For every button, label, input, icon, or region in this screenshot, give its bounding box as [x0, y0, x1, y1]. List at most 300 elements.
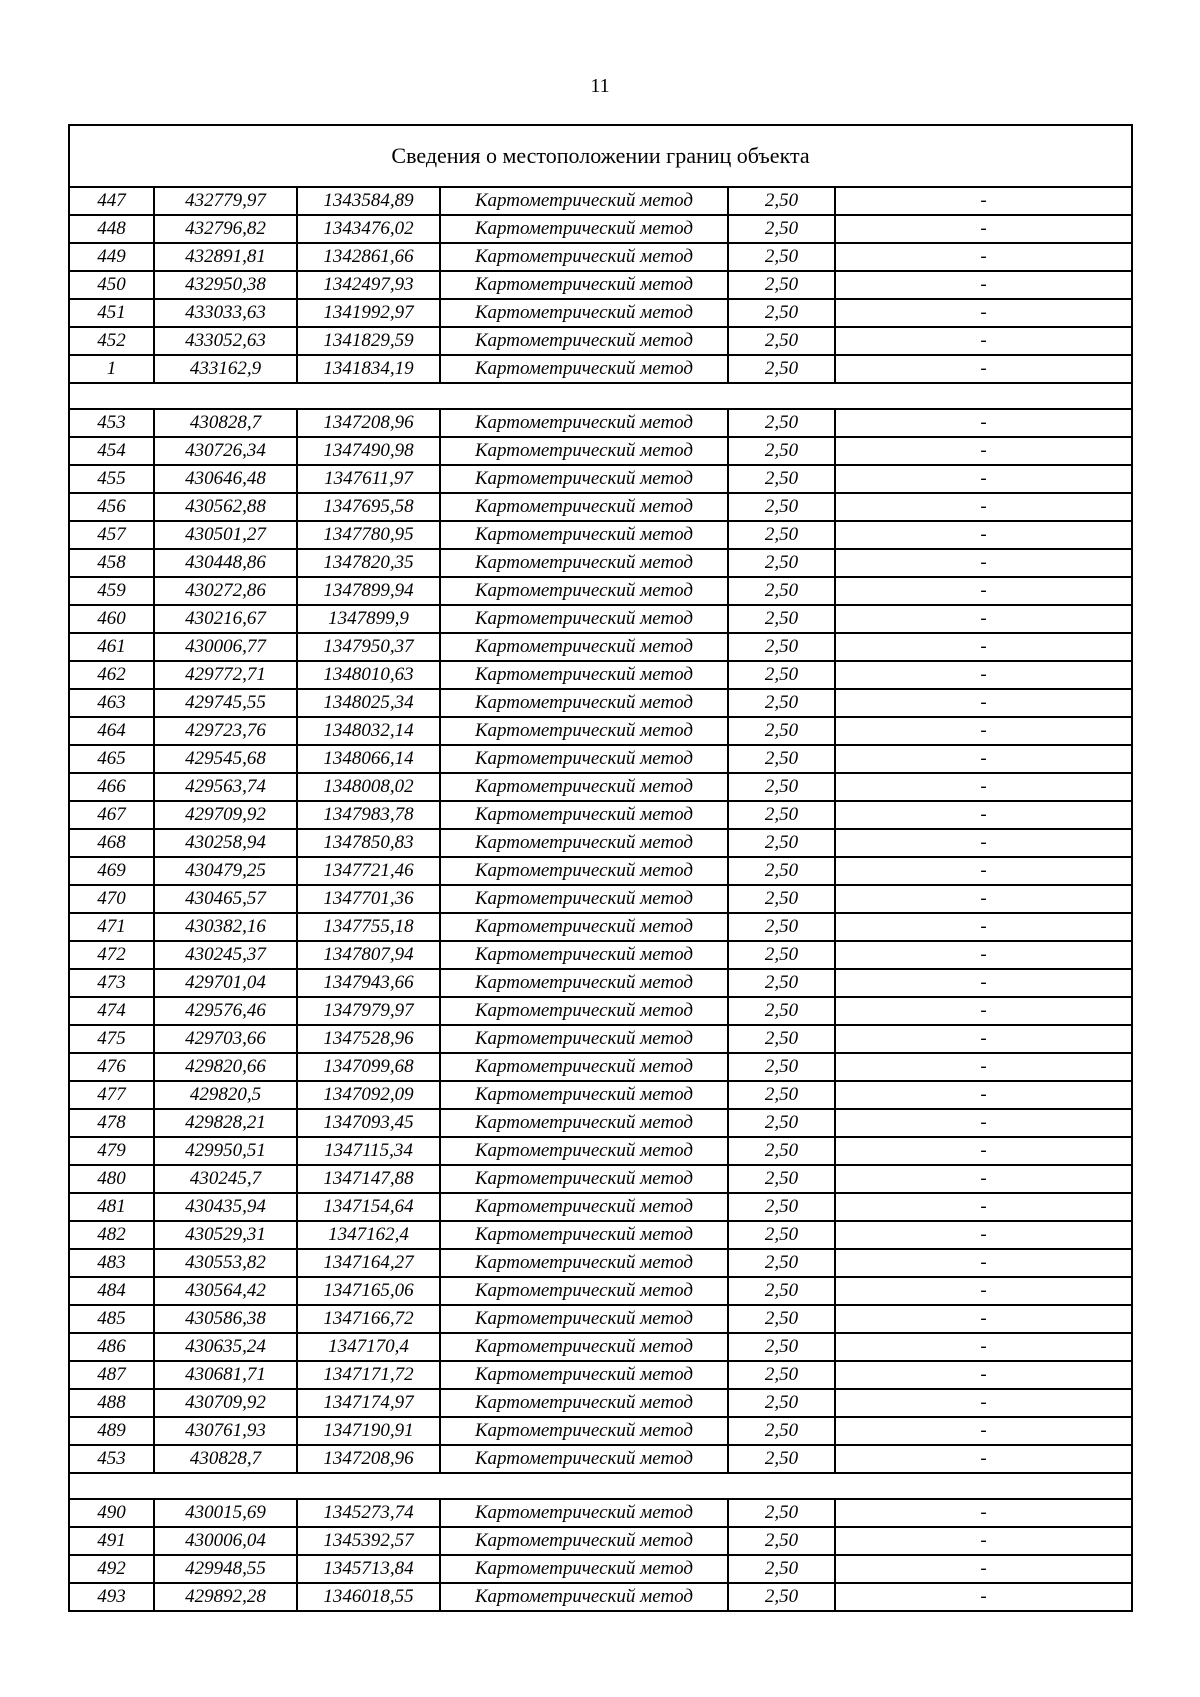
- point-number-cell: 493: [69, 1583, 154, 1611]
- y-coordinate-cell: 1347174,97: [297, 1389, 440, 1417]
- table-row: [69, 717, 1132, 745]
- note-cell: -: [835, 1333, 1132, 1361]
- note-cell: -: [835, 521, 1132, 549]
- y-coordinate-cell: 1347166,72: [297, 1305, 440, 1333]
- y-coordinate-cell: 1347099,68: [297, 1053, 440, 1081]
- contour-separator-row: [69, 1473, 1132, 1499]
- note-cell: -: [835, 1277, 1132, 1305]
- accuracy-cell: 2,50: [728, 1025, 835, 1053]
- point-number-cell: 453: [69, 1445, 154, 1473]
- y-coordinate-cell: 1345392,57: [297, 1527, 440, 1555]
- table-row: [69, 885, 1132, 913]
- accuracy-cell: 2,50: [728, 969, 835, 997]
- table-row: [69, 549, 1132, 577]
- point-number-cell: 452: [69, 327, 154, 355]
- accuracy-cell: 2,50: [728, 409, 835, 437]
- accuracy-cell: 2,50: [728, 1499, 835, 1527]
- accuracy-cell: 2,50: [728, 299, 835, 327]
- y-coordinate-cell: 1347092,09: [297, 1081, 440, 1109]
- method-cell: Картометрический метод: [440, 941, 728, 969]
- table-row: [69, 1081, 1132, 1109]
- table-row: [69, 1583, 1132, 1611]
- point-number-cell: 457: [69, 521, 154, 549]
- table-row: [69, 299, 1132, 327]
- method-cell: Картометрический метод: [440, 577, 728, 605]
- x-coordinate-cell: 429745,55: [154, 689, 297, 717]
- table-row: [69, 605, 1132, 633]
- point-number-cell: 482: [69, 1221, 154, 1249]
- note-cell: -: [835, 355, 1132, 383]
- x-coordinate-cell: 430006,77: [154, 633, 297, 661]
- note-cell: -: [835, 1193, 1132, 1221]
- note-cell: -: [835, 913, 1132, 941]
- note-cell: -: [835, 187, 1132, 215]
- note-cell: -: [835, 215, 1132, 243]
- note-cell: -: [835, 689, 1132, 717]
- table-row: [69, 215, 1132, 243]
- method-cell: Картометрический метод: [440, 1249, 728, 1277]
- y-coordinate-cell: 1341829,59: [297, 327, 440, 355]
- x-coordinate-cell: 430681,71: [154, 1361, 297, 1389]
- point-number-cell: 448: [69, 215, 154, 243]
- y-coordinate-cell: 1347170,4: [297, 1333, 440, 1361]
- table-row: [69, 271, 1132, 299]
- method-cell: Картометрический метод: [440, 355, 728, 383]
- point-number-cell: 476: [69, 1053, 154, 1081]
- table-row: [69, 1025, 1132, 1053]
- x-coordinate-cell: 432796,82: [154, 215, 297, 243]
- method-cell: Картометрический метод: [440, 1333, 728, 1361]
- note-cell: -: [835, 437, 1132, 465]
- x-coordinate-cell: 429723,76: [154, 717, 297, 745]
- accuracy-cell: 2,50: [728, 1109, 835, 1137]
- table-row: [69, 689, 1132, 717]
- note-cell: -: [835, 969, 1132, 997]
- accuracy-cell: 2,50: [728, 1165, 835, 1193]
- accuracy-cell: 2,50: [728, 997, 835, 1025]
- point-number-cell: 475: [69, 1025, 154, 1053]
- x-coordinate-cell: 430726,34: [154, 437, 297, 465]
- y-coordinate-cell: 1347208,96: [297, 1445, 440, 1473]
- accuracy-cell: 2,50: [728, 1333, 835, 1361]
- point-number-cell: 454: [69, 437, 154, 465]
- x-coordinate-cell: 430586,38: [154, 1305, 297, 1333]
- accuracy-cell: 2,50: [728, 465, 835, 493]
- table-row: [69, 1417, 1132, 1445]
- table-row: [69, 857, 1132, 885]
- point-number-cell: 481: [69, 1193, 154, 1221]
- y-coordinate-cell: 1348008,02: [297, 773, 440, 801]
- method-cell: Картометрический метод: [440, 1137, 728, 1165]
- method-cell: Картометрический метод: [440, 409, 728, 437]
- method-cell: Картометрический метод: [440, 857, 728, 885]
- note-cell: -: [835, 1249, 1132, 1277]
- accuracy-cell: 2,50: [728, 215, 835, 243]
- y-coordinate-cell: 1347490,98: [297, 437, 440, 465]
- point-number-cell: 478: [69, 1109, 154, 1137]
- table-row: [69, 1499, 1132, 1527]
- method-cell: Картометрический метод: [440, 187, 728, 215]
- y-coordinate-cell: 1346018,55: [297, 1583, 440, 1611]
- note-cell: -: [835, 577, 1132, 605]
- x-coordinate-cell: 433162,9: [154, 355, 297, 383]
- point-number-cell: 472: [69, 941, 154, 969]
- accuracy-cell: 2,50: [728, 493, 835, 521]
- point-number-cell: 484: [69, 1277, 154, 1305]
- method-cell: Картометрический метод: [440, 1445, 728, 1473]
- y-coordinate-cell: 1347611,97: [297, 465, 440, 493]
- method-cell: Картометрический метод: [440, 1389, 728, 1417]
- x-coordinate-cell: 430828,7: [154, 1445, 297, 1473]
- table-row: [69, 1165, 1132, 1193]
- table-row: [69, 1555, 1132, 1583]
- contour-separator-row: [69, 383, 1132, 409]
- x-coordinate-cell: 430465,57: [154, 885, 297, 913]
- point-number-cell: 451: [69, 299, 154, 327]
- point-number-cell: 461: [69, 633, 154, 661]
- y-coordinate-cell: 1345713,84: [297, 1555, 440, 1583]
- method-cell: Картометрический метод: [440, 997, 728, 1025]
- x-coordinate-cell: 430245,7: [154, 1165, 297, 1193]
- note-cell: -: [835, 829, 1132, 857]
- x-coordinate-cell: 429828,21: [154, 1109, 297, 1137]
- accuracy-cell: 2,50: [728, 885, 835, 913]
- table-row: [69, 437, 1132, 465]
- note-cell: -: [835, 717, 1132, 745]
- x-coordinate-cell: 432779,97: [154, 187, 297, 215]
- accuracy-cell: 2,50: [728, 941, 835, 969]
- point-number-cell: 464: [69, 717, 154, 745]
- table-row: [69, 521, 1132, 549]
- y-coordinate-cell: 1347943,66: [297, 969, 440, 997]
- x-coordinate-cell: 430761,93: [154, 1417, 297, 1445]
- x-coordinate-cell: 430479,25: [154, 857, 297, 885]
- x-coordinate-cell: 432950,38: [154, 271, 297, 299]
- accuracy-cell: 2,50: [728, 913, 835, 941]
- accuracy-cell: 2,50: [728, 271, 835, 299]
- y-coordinate-cell: 1345273,74: [297, 1499, 440, 1527]
- x-coordinate-cell: 430435,94: [154, 1193, 297, 1221]
- y-coordinate-cell: 1343584,89: [297, 187, 440, 215]
- method-cell: Картометрический метод: [440, 465, 728, 493]
- y-coordinate-cell: 1341992,97: [297, 299, 440, 327]
- table-title-row: [69, 125, 1132, 187]
- note-cell: -: [835, 1137, 1132, 1165]
- x-coordinate-cell: 430709,92: [154, 1389, 297, 1417]
- method-cell: Картометрический метод: [440, 1305, 728, 1333]
- note-cell: -: [835, 1361, 1132, 1389]
- note-cell: -: [835, 1109, 1132, 1137]
- y-coordinate-cell: 1342497,93: [297, 271, 440, 299]
- y-coordinate-cell: 1348025,34: [297, 689, 440, 717]
- x-coordinate-cell: 430382,16: [154, 913, 297, 941]
- note-cell: -: [835, 243, 1132, 271]
- accuracy-cell: 2,50: [728, 577, 835, 605]
- point-number-cell: 473: [69, 969, 154, 997]
- point-number-cell: 488: [69, 1389, 154, 1417]
- accuracy-cell: 2,50: [728, 327, 835, 355]
- note-cell: -: [835, 857, 1132, 885]
- point-number-cell: 469: [69, 857, 154, 885]
- y-coordinate-cell: 1342861,66: [297, 243, 440, 271]
- method-cell: Картометрический метод: [440, 969, 728, 997]
- table-row: [69, 1109, 1132, 1137]
- point-number-cell: 485: [69, 1305, 154, 1333]
- note-cell: -: [835, 1583, 1132, 1611]
- accuracy-cell: 2,50: [728, 1583, 835, 1611]
- x-coordinate-cell: 429563,74: [154, 773, 297, 801]
- accuracy-cell: 2,50: [728, 549, 835, 577]
- table-row: [69, 941, 1132, 969]
- point-number-cell: 467: [69, 801, 154, 829]
- table-row: [69, 493, 1132, 521]
- table-row: [69, 1361, 1132, 1389]
- method-cell: Картометрический метод: [440, 1555, 728, 1583]
- table-row: [69, 997, 1132, 1025]
- method-cell: Картометрический метод: [440, 1417, 728, 1445]
- table-row: [69, 1277, 1132, 1305]
- y-coordinate-cell: 1347165,06: [297, 1277, 440, 1305]
- table-row: [69, 1137, 1132, 1165]
- accuracy-cell: 2,50: [728, 1445, 835, 1473]
- accuracy-cell: 2,50: [728, 1249, 835, 1277]
- y-coordinate-cell: 1347950,37: [297, 633, 440, 661]
- note-cell: -: [835, 605, 1132, 633]
- method-cell: Картометрический метод: [440, 633, 728, 661]
- accuracy-cell: 2,50: [728, 1193, 835, 1221]
- accuracy-cell: 2,50: [728, 745, 835, 773]
- method-cell: Картометрический метод: [440, 327, 728, 355]
- point-number-cell: 466: [69, 773, 154, 801]
- method-cell: Картометрический метод: [440, 661, 728, 689]
- y-coordinate-cell: 1347983,78: [297, 801, 440, 829]
- accuracy-cell: 2,50: [728, 1389, 835, 1417]
- page-number: 11: [590, 75, 610, 97]
- x-coordinate-cell: 430006,04: [154, 1527, 297, 1555]
- x-coordinate-cell: 429772,71: [154, 661, 297, 689]
- point-number-cell: 447: [69, 187, 154, 215]
- y-coordinate-cell: 1348066,14: [297, 745, 440, 773]
- y-coordinate-cell: 1347721,46: [297, 857, 440, 885]
- point-number-cell: 468: [69, 829, 154, 857]
- method-cell: Картометрический метод: [440, 1053, 728, 1081]
- table-body: [69, 125, 1132, 1611]
- x-coordinate-cell: 430015,69: [154, 1499, 297, 1527]
- method-cell: Картометрический метод: [440, 773, 728, 801]
- method-cell: Картометрический метод: [440, 1583, 728, 1611]
- accuracy-cell: 2,50: [728, 1137, 835, 1165]
- accuracy-cell: 2,50: [728, 1361, 835, 1389]
- method-cell: Картометрический метод: [440, 1221, 728, 1249]
- y-coordinate-cell: 1347807,94: [297, 941, 440, 969]
- table-row: [69, 465, 1132, 493]
- accuracy-cell: 2,50: [728, 437, 835, 465]
- method-cell: Картометрический метод: [440, 829, 728, 857]
- y-coordinate-cell: 1347850,83: [297, 829, 440, 857]
- x-coordinate-cell: 432891,81: [154, 243, 297, 271]
- note-cell: -: [835, 745, 1132, 773]
- y-coordinate-cell: 1347780,95: [297, 521, 440, 549]
- method-cell: Картометрический метод: [440, 1193, 728, 1221]
- x-coordinate-cell: 430646,48: [154, 465, 297, 493]
- note-cell: -: [835, 801, 1132, 829]
- method-cell: Картометрический метод: [440, 1361, 728, 1389]
- note-cell: -: [835, 773, 1132, 801]
- method-cell: Картометрический метод: [440, 1109, 728, 1137]
- method-cell: Картометрический метод: [440, 493, 728, 521]
- accuracy-cell: 2,50: [728, 1417, 835, 1445]
- accuracy-cell: 2,50: [728, 661, 835, 689]
- point-number-cell: 487: [69, 1361, 154, 1389]
- y-coordinate-cell: 1343476,02: [297, 215, 440, 243]
- x-coordinate-cell: 429703,66: [154, 1025, 297, 1053]
- point-number-cell: 492: [69, 1555, 154, 1583]
- method-cell: Картометрический метод: [440, 215, 728, 243]
- accuracy-cell: 2,50: [728, 521, 835, 549]
- table-row: [69, 661, 1132, 689]
- y-coordinate-cell: 1347899,9: [297, 605, 440, 633]
- table-row: [69, 1053, 1132, 1081]
- method-cell: Картометрический метод: [440, 885, 728, 913]
- accuracy-cell: 2,50: [728, 187, 835, 215]
- table-row: [69, 355, 1132, 383]
- x-coordinate-cell: 429701,04: [154, 969, 297, 997]
- point-number-cell: 455: [69, 465, 154, 493]
- note-cell: -: [835, 1305, 1132, 1333]
- table-row: [69, 327, 1132, 355]
- note-cell: -: [835, 941, 1132, 969]
- x-coordinate-cell: 430564,42: [154, 1277, 297, 1305]
- accuracy-cell: 2,50: [728, 829, 835, 857]
- table-row: [69, 1527, 1132, 1555]
- table-row: [69, 773, 1132, 801]
- method-cell: Картометрический метод: [440, 689, 728, 717]
- accuracy-cell: 2,50: [728, 1305, 835, 1333]
- note-cell: -: [835, 885, 1132, 913]
- accuracy-cell: 2,50: [728, 355, 835, 383]
- note-cell: -: [835, 1527, 1132, 1555]
- point-number-cell: 462: [69, 661, 154, 689]
- table-row: [69, 187, 1132, 215]
- y-coordinate-cell: 1347162,4: [297, 1221, 440, 1249]
- x-coordinate-cell: 430553,82: [154, 1249, 297, 1277]
- accuracy-cell: 2,50: [728, 1081, 835, 1109]
- boundary-coordinates-table: [68, 124, 1133, 1612]
- table-row: [69, 409, 1132, 437]
- x-coordinate-cell: 430562,88: [154, 493, 297, 521]
- point-number-cell: 470: [69, 885, 154, 913]
- method-cell: Картометрический метод: [440, 549, 728, 577]
- x-coordinate-cell: 429820,5: [154, 1081, 297, 1109]
- table-row: [69, 243, 1132, 271]
- y-coordinate-cell: 1347164,27: [297, 1249, 440, 1277]
- y-coordinate-cell: 1347695,58: [297, 493, 440, 521]
- note-cell: -: [835, 1499, 1132, 1527]
- accuracy-cell: 2,50: [728, 605, 835, 633]
- x-coordinate-cell: 430272,86: [154, 577, 297, 605]
- note-cell: -: [835, 1445, 1132, 1473]
- method-cell: Картометрический метод: [440, 521, 728, 549]
- method-cell: Картометрический метод: [440, 1277, 728, 1305]
- y-coordinate-cell: 1347093,45: [297, 1109, 440, 1137]
- table-row: [69, 1193, 1132, 1221]
- method-cell: Картометрический метод: [440, 717, 728, 745]
- x-coordinate-cell: 429820,66: [154, 1053, 297, 1081]
- note-cell: -: [835, 997, 1132, 1025]
- table-title: Сведения о местоположении границ объекта: [69, 125, 1132, 187]
- table-row: [69, 1249, 1132, 1277]
- note-cell: -: [835, 1081, 1132, 1109]
- note-cell: -: [835, 1555, 1132, 1583]
- point-number-cell: 465: [69, 745, 154, 773]
- method-cell: Картометрический метод: [440, 437, 728, 465]
- method-cell: Картометрический метод: [440, 1527, 728, 1555]
- note-cell: -: [835, 633, 1132, 661]
- method-cell: Картометрический метод: [440, 1165, 728, 1193]
- point-number-cell: 471: [69, 913, 154, 941]
- method-cell: Картометрический метод: [440, 243, 728, 271]
- accuracy-cell: 2,50: [728, 633, 835, 661]
- note-cell: -: [835, 1025, 1132, 1053]
- table-row: [69, 633, 1132, 661]
- accuracy-cell: 2,50: [728, 1527, 835, 1555]
- y-coordinate-cell: 1347154,64: [297, 1193, 440, 1221]
- method-cell: Картометрический метод: [440, 299, 728, 327]
- note-cell: -: [835, 271, 1132, 299]
- method-cell: Картометрический метод: [440, 1025, 728, 1053]
- y-coordinate-cell: 1348010,63: [297, 661, 440, 689]
- contour-separator-cell: [69, 1473, 1132, 1499]
- table-row: [69, 1389, 1132, 1417]
- point-number-cell: 486: [69, 1333, 154, 1361]
- note-cell: -: [835, 1165, 1132, 1193]
- note-cell: -: [835, 661, 1132, 689]
- x-coordinate-cell: 430245,37: [154, 941, 297, 969]
- point-number-cell: 458: [69, 549, 154, 577]
- x-coordinate-cell: 429950,51: [154, 1137, 297, 1165]
- accuracy-cell: 2,50: [728, 1221, 835, 1249]
- point-number-cell: 463: [69, 689, 154, 717]
- point-number-cell: 483: [69, 1249, 154, 1277]
- y-coordinate-cell: 1347979,97: [297, 997, 440, 1025]
- method-cell: Картометрический метод: [440, 801, 728, 829]
- y-coordinate-cell: 1347115,34: [297, 1137, 440, 1165]
- x-coordinate-cell: 430258,94: [154, 829, 297, 857]
- point-number-cell: 1: [69, 355, 154, 383]
- table-row: [69, 801, 1132, 829]
- method-cell: Картометрический метод: [440, 745, 728, 773]
- y-coordinate-cell: 1341834,19: [297, 355, 440, 383]
- method-cell: Картометрический метод: [440, 605, 728, 633]
- x-coordinate-cell: 430529,31: [154, 1221, 297, 1249]
- accuracy-cell: 2,50: [728, 857, 835, 885]
- method-cell: Картометрический метод: [440, 271, 728, 299]
- note-cell: -: [835, 549, 1132, 577]
- table-row: [69, 913, 1132, 941]
- point-number-cell: 450: [69, 271, 154, 299]
- table-row: [69, 577, 1132, 605]
- y-coordinate-cell: 1347755,18: [297, 913, 440, 941]
- y-coordinate-cell: 1347171,72: [297, 1361, 440, 1389]
- method-cell: Картометрический метод: [440, 1081, 728, 1109]
- accuracy-cell: 2,50: [728, 1277, 835, 1305]
- table-row: [69, 829, 1132, 857]
- point-number-cell: 490: [69, 1499, 154, 1527]
- point-number-cell: 489: [69, 1417, 154, 1445]
- contour-separator-cell: [69, 383, 1132, 409]
- table-row: [69, 1221, 1132, 1249]
- x-coordinate-cell: 433052,63: [154, 327, 297, 355]
